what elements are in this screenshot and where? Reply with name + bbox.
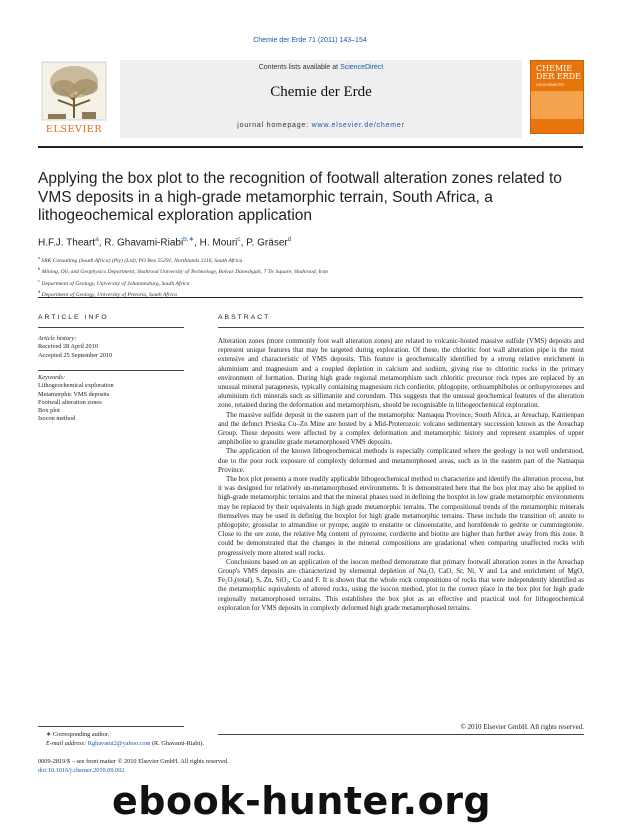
affiliation-text: Department of Geology, University of Johannesburg, South Africa bbox=[41, 280, 190, 287]
sciencedirect-link[interactable]: ScienceDirect bbox=[340, 64, 384, 71]
info-rule bbox=[38, 327, 184, 328]
keywords-label: Keywords: bbox=[38, 374, 66, 381]
abstract-paragraph: Alteration zones (more commonly foot wall alteration zones) are related to volcanic-hosted massive sulfide (VMS) deposits and represent unique features that may be targeted during exploration. Of these, the chloritic foot wall alteration pipe is the most extensive and characteristic of VMS deposits. This feature is geochemically identified by a strong relative enrichment in aluminium and magnesium and a coupled depletion in calcium and sodium, giving rise to chloritic rocks in the primary environment of formation. During high grade regional metamorphism such chloritic precursor rock types are replaced by an unusual mineral paragenesis, typically containing magnesium rich cordierite, phlogopite, orthoamphiboles or orthopyroxenes and aluminium rich minerals such as sillimanite and corundum. This suggests that the unusual geochemical features of the alteration zone, retained during the deformation and metamorphism, should be recognisable in lithogeochemical exploration. bbox=[218, 337, 584, 410]
journal-citation: Chemie der Erde 71 (2011) 143–154 bbox=[253, 37, 367, 44]
history-label: Article history: bbox=[38, 335, 77, 342]
author-sep: , bbox=[194, 237, 200, 249]
journal-cover bbox=[530, 60, 584, 134]
abstract-body bbox=[218, 337, 584, 613]
article-title: Applying the box plot to the recognition of footwall alteration zones related to VMS deposits in a high-grade metamorphic terrain, South Africa, a lithogeochemical exploration application bbox=[38, 170, 562, 224]
keyword: Footwall alteration zones bbox=[38, 398, 102, 406]
cover-title-line2: DER ERDE bbox=[536, 72, 581, 81]
cover-band bbox=[531, 91, 583, 119]
email-suffix: (R. Ghavami-Riabi). bbox=[150, 740, 204, 747]
abstract-paragraph: The box plot presents a more readily applicable lithogeochemical method to characterize and identify the alteration process, but it was designed for relatively un-metamorphosed environments. It is demonstrated here that the box plot may also be applied to high-grade metamorphic terrains and that the mineral phases used in defining the boxplot in low grade metamorphic environments may be replaced by their equivalents in high grade metamorphic terrains. The compositional trends of the metamorphic minerals themselves may be used in defining the boxplot for high grade metamorphic terrains. These include the transition of: annite to phlogopite; grossular to almandine or pyrope, augite to enstatite or clinoenstatite, and hornblende to gedrite or cummingtonite. Close to the ore zone, the relative Mg content of pyroxene, cordierite and biotite are higher than further away from this zone. It could be demonstrated that the changes in the mineral compositions are gradational when comparing unaffected rocks with progressively more altered wall rocks. bbox=[218, 475, 584, 557]
author-sep: , bbox=[240, 237, 247, 249]
affiliation-sup: b bbox=[38, 266, 41, 272]
author-name: P. Gräser bbox=[246, 237, 288, 249]
elsevier-logo bbox=[38, 60, 110, 138]
cover-subtitle: GEOCHEMISTRY bbox=[536, 83, 565, 87]
affiliation-sup: a bbox=[38, 255, 40, 260]
cover-title bbox=[536, 65, 581, 81]
affiliation-text: Mining, Oil, and Geophysics Department, Shahrood University of Technology, Bolvar Daneshgah, 7 Tir Square, Shahrood, Iran bbox=[41, 269, 328, 276]
affiliations bbox=[38, 254, 583, 300]
contents-prefix: Contents lists available at bbox=[258, 64, 341, 71]
abstract-paragraph: The application of the known lithogeochemical methods is especially complicated where the geology is not well understood, due to the poor rock exposure of complexly deformed and metamorphosed areas, such as in the eastern part of the Namaqua Province. bbox=[218, 447, 584, 474]
email-link[interactable]: Rghavami2@yahoo.com bbox=[87, 740, 151, 747]
masthead bbox=[38, 60, 582, 138]
author-sup[interactable]: c bbox=[237, 236, 241, 243]
corresponding-label: Corresponding author. bbox=[52, 731, 110, 738]
corresponding-star: ∗ bbox=[46, 731, 52, 738]
cover-title-line1: CHEMIE bbox=[536, 64, 573, 73]
keywords-block bbox=[38, 374, 184, 424]
abstract-paragraph: The massive sulfide deposit in the eastern part of the metamorphic Namaqua Province, South Africa, at Areachap, Kantienpan and the defunct Prieska Cu–Zn Mine are hosted by a Mid-Proterozoic volcano sedimentary succession known as the Areachap Group. These deposits were affected by a complex deformation and metamorphic history and represent examples of upper amphibolite to granulite grade metamorphosed VMS deposits. bbox=[218, 410, 584, 447]
doi-label: doi: bbox=[38, 767, 48, 774]
article-history bbox=[38, 335, 184, 360]
affiliation bbox=[38, 288, 583, 299]
author-name: R. Ghavami-Riabi bbox=[104, 237, 184, 249]
homepage-prefix: journal homepage: bbox=[237, 122, 312, 129]
abstract-heading: ABSTRACT bbox=[218, 314, 271, 321]
affiliation-sup: d bbox=[38, 289, 41, 295]
accepted-date: Accepted 25 September 2010 bbox=[38, 351, 113, 359]
affiliation bbox=[38, 265, 583, 276]
doi-link[interactable]: 10.1016/j.chemer.2010.09.002 bbox=[47, 767, 125, 774]
affiliation-text: SRK Consulting (South Africa) (Pty) (Ltd), PO Box 55291, Northlands 2116, South Africa bbox=[41, 257, 243, 264]
header-rule bbox=[38, 146, 583, 148]
received-date: Received 28 April 2010 bbox=[38, 343, 98, 351]
affiliation-text: Department of Geology, University of Pretoria, South Africa bbox=[41, 292, 177, 299]
author-sup[interactable]: d bbox=[287, 236, 292, 243]
affiliation bbox=[38, 277, 583, 288]
abstract-paragraph: Conclusions based on an application of the isocon method demonstrate that primary footwall alteration zones in the Areachap Group's VMS deposits are characterized by elemental depletion of Na₂O, CaO, Sr, Ni, V and La and enrichment of MgO, Fe₂O₃(total), S, Zn, SiO₂, Co and F. It is shown that the whole rock compositions of rocks that were independently identified as the metamorphic equivalents of altered rocks, using the isocon method, plot in the correct place in the box plot for high grade regionally metamorphosed terrains. This establishes the box plot as an effective and practical tool for lithogeochemical exploration for VMS deposits in complexly deformed high grade metamorphosed terrains. bbox=[218, 557, 584, 612]
journal-name: Chemie der Erde bbox=[270, 84, 372, 100]
keyword: Box plot bbox=[38, 407, 60, 415]
affiliation-sup: c bbox=[38, 277, 40, 283]
author-name: H. Mouri bbox=[199, 237, 238, 249]
author-sup[interactable]: b,∗ bbox=[183, 236, 195, 243]
watermark: ebook-hunter.org bbox=[112, 779, 492, 823]
affiliation-rule bbox=[38, 297, 583, 298]
journal-homepage bbox=[120, 122, 522, 129]
footnote-rule bbox=[38, 726, 184, 727]
abstract-rule bbox=[218, 327, 584, 328]
author-sup[interactable]: a bbox=[95, 236, 99, 243]
issn-block bbox=[38, 757, 338, 775]
homepage-link[interactable]: www.elsevier.de/chemer bbox=[311, 122, 405, 129]
keyword: Metamorphic VMS deposits bbox=[38, 390, 110, 398]
issn-line: 0009-2819/$ – see front matter © 2010 Elsevier GmbH. All rights reserved. bbox=[38, 758, 229, 765]
author-name: H.F.J. Theart bbox=[38, 237, 96, 249]
keyword: Isocon method bbox=[38, 415, 76, 423]
author-list bbox=[38, 235, 583, 248]
publisher-wordmark: ELSEVIER bbox=[45, 124, 103, 135]
elsevier-tree-icon bbox=[38, 60, 110, 138]
info-rule bbox=[38, 370, 184, 371]
affiliation bbox=[38, 254, 583, 265]
copyright: © 2010 Elsevier GmbH. All rights reserved. bbox=[460, 723, 584, 731]
keyword: Lithogeochemical exploration bbox=[38, 382, 114, 390]
email-label: E-mail address: bbox=[46, 740, 88, 747]
contents-line bbox=[120, 64, 522, 71]
corresponding-footnote bbox=[46, 730, 346, 748]
author-sep: , bbox=[98, 237, 105, 249]
journal-banner bbox=[120, 60, 522, 138]
article-info-heading: ARTICLE INFO bbox=[38, 314, 109, 321]
